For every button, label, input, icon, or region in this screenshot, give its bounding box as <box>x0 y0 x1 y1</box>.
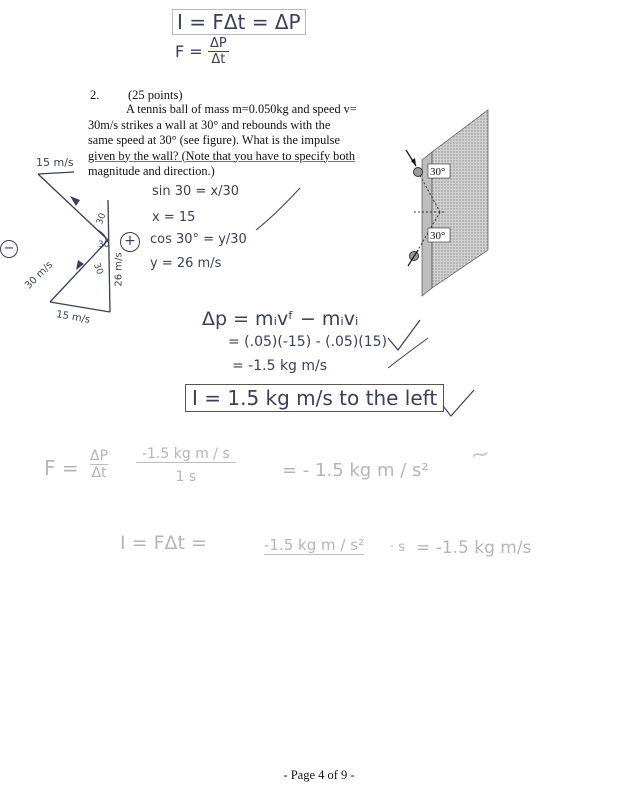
force-calc-middle <box>136 446 236 485</box>
check-mark-1-icon <box>254 186 304 236</box>
force-calc-fraction <box>90 448 108 481</box>
page-footer: - Page 4 of 9 - <box>283 768 355 782</box>
vector-label-15-top: 15 m/s <box>36 156 74 169</box>
angle-bottom-label: 30° <box>430 230 446 242</box>
handwritten-impulse-equation <box>172 10 306 34</box>
bleed-through-scribble-1: ~ <box>468 438 492 470</box>
force-calc-middle-den: 1 s <box>175 469 197 485</box>
vector-label-15-bottom: 15 m/s <box>55 309 91 326</box>
force-eq-lhs: F = <box>175 42 203 61</box>
question-line-3: same speed at 30° (see figure). What is the impulse <box>88 133 340 147</box>
sin-equation: sin 30 = x/30 <box>152 184 240 199</box>
delta-p-equation-2: = (.05)(-15) - (.05)(15) <box>228 334 388 350</box>
wall-slab-face <box>432 110 488 288</box>
vector-outgoing-arrowhead <box>76 260 84 270</box>
plus-sign-text: + <box>124 233 136 249</box>
minus-sign-text: − <box>3 241 15 256</box>
vector-label-30-mid: 30 <box>95 211 109 227</box>
vector-wall-vertical <box>108 200 110 312</box>
check-mark-3-icon <box>384 336 430 372</box>
final-answer-text: I = 1.5 kg m/s to the left <box>192 386 438 410</box>
force-fraction-numerator: ΔP <box>210 36 227 51</box>
question-line-5: magnitude and direction.) <box>88 164 215 178</box>
force-calc-fraction-num: ΔP <box>90 448 109 464</box>
handwritten-force-fraction <box>208 36 229 67</box>
angle-top-label: 30° <box>430 166 446 178</box>
impulse-check-lhs: I = FΔt = <box>120 532 207 554</box>
vector-incoming-arrowhead <box>70 196 80 206</box>
handwritten-force-equation <box>175 42 203 61</box>
ball-incoming-icon <box>414 168 423 177</box>
vector-label-26: 26 m/s <box>113 252 125 287</box>
impulse-check-seconds: · s <box>390 540 406 555</box>
wall-figure <box>378 100 548 310</box>
vector-incoming-diagonal <box>38 174 108 240</box>
vector-label-30-in: 30 <box>98 240 110 250</box>
cos-equation: cos 30° = y/30 <box>150 232 247 247</box>
impulse-equation-text: I = FΔt = ΔP <box>172 9 306 35</box>
impulse-check-mid: -1.5 kg m / s² <box>264 536 365 554</box>
force-calc-middle-num: -1.5 kg m / s <box>136 446 236 463</box>
circled-minus-sign <box>0 240 18 258</box>
check-mark-4-icon <box>440 388 476 420</box>
y-equation: y = 26 m/s <box>150 256 222 271</box>
circled-plus-sign <box>120 232 140 252</box>
question-line-4: given by the wall? (Note that you have to specify both <box>88 148 356 163</box>
impulse-check-result: = -1.5 kg m/s <box>416 538 532 558</box>
force-fraction-denominator: Δt <box>211 52 226 67</box>
delta-p-equation-3: = -1.5 kg m/s <box>232 358 328 374</box>
vector-label-30-low: 30 <box>91 261 105 277</box>
force-calc-lhs: F = <box>44 456 79 480</box>
x-equation: x = 15 <box>152 210 196 225</box>
question-number: 2. <box>90 88 100 102</box>
final-answer-box <box>185 384 444 412</box>
delta-p-equation-1: Δp = mᵢvᶠ − mᵢvᵢ <box>202 308 359 330</box>
question-line-2: 30m/s strikes a wall at 30° and rebounds with the <box>88 117 331 132</box>
force-calc-result: = - 1.5 kg m / s² <box>282 460 429 481</box>
force-calc-fraction-den: Δt <box>91 465 107 481</box>
question-line-1: A tennis ball of mass m=0.050kg and speed v= <box>126 102 357 116</box>
vector-top-horizontal <box>38 172 74 174</box>
question-points: (25 points) <box>128 88 183 102</box>
vector-label-30-side: 30 m/s <box>23 259 56 292</box>
